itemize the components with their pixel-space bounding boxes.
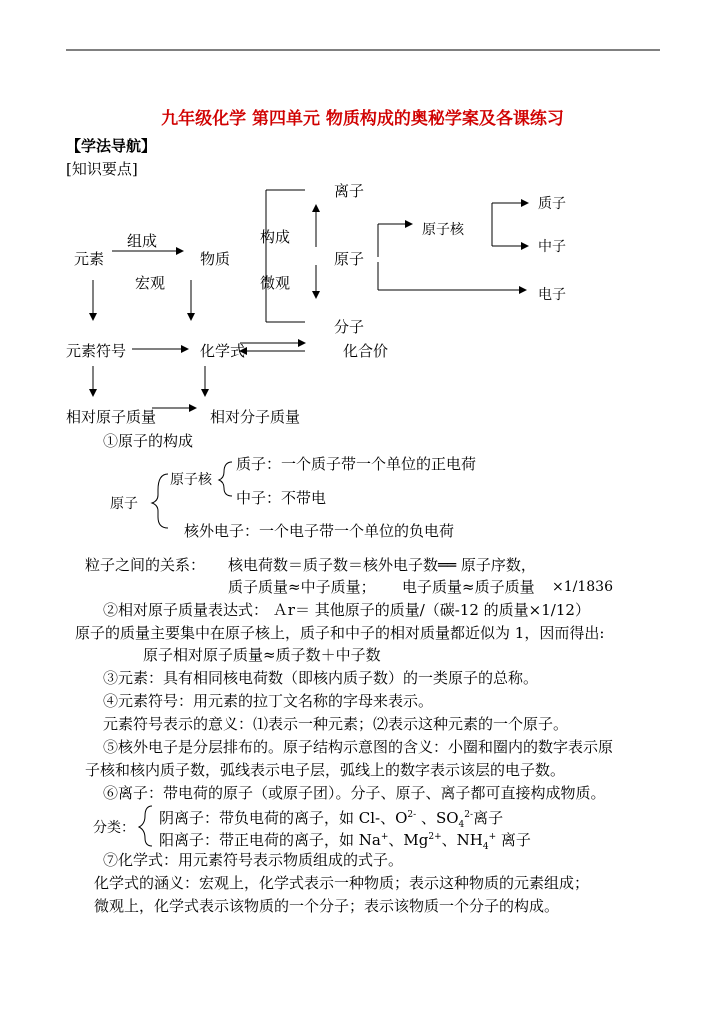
element-line4: ⑤核外电子是分层排布的。原子结构示意图的含义：小圈和圈内的数字表示原: [103, 738, 614, 756]
node-yuansu: 元素: [74, 250, 105, 268]
node-yuanzi: 原子: [334, 250, 365, 268]
structure-nucleus: 原子核: [170, 472, 212, 488]
node-yuansu-fuhao: 元素符号: [66, 342, 127, 360]
document-title: 九年级化学 第四单元 物质构成的奥秘学案及各课练习: [161, 109, 564, 129]
structure-electron: 核外电子：一个电子带一个单位的负电荷: [184, 522, 455, 540]
element-line2: ④元素符号：用元素的拉丁文名称的字母来表示。: [103, 692, 434, 710]
subheading: [知识要点]: [66, 160, 138, 178]
element-line3: 元素符号表示的意义：⑴表示一种元素；⑵表示这种元素的一个原子。: [103, 715, 569, 733]
label-goucheng: 构成: [260, 228, 291, 246]
relations-label: 粒子之间的关系：: [85, 556, 206, 574]
relations-line2b: 电子质量≈质子质量: [402, 578, 535, 596]
element-line5: 子核和核内质子数，弧线表示电子层，弧线上的数字表示该层的电子数。: [85, 761, 566, 779]
structure-proton: 质子：一个质子带一个单位的正电荷: [236, 455, 477, 473]
element-line1: ③元素：具有相同核电荷数（即核内质子数）的一类原子的总称。: [103, 669, 539, 687]
ion-brace: [139, 806, 152, 846]
relations-line2a: 质子质量≈中子质量；: [228, 578, 376, 596]
node-lizi: 离子: [334, 182, 365, 200]
node-huahejia: 化合价: [343, 342, 389, 360]
structure-atom: 原子: [110, 496, 138, 512]
relative-mass-line3: 原子相对原子质量≈质子数＋中子数: [143, 646, 381, 664]
ion-cation: 阳离子：带正电荷的离子，如 Na+、$Mg^{2+}$、$NH_4^+$ 离子: [159, 831, 531, 852]
node-fenzi: 分子: [334, 318, 365, 336]
ion-classify-label: 分类：: [93, 820, 135, 836]
nucleus-brace: [219, 462, 232, 496]
node-wuzhi: 物质: [200, 250, 231, 268]
node-dianzi: 电子: [538, 287, 566, 303]
node-zhizi: 质子: [538, 196, 566, 212]
relations-line2c: ×1/1836: [552, 579, 613, 595]
atom-brace: [152, 474, 168, 528]
formula-line2: 化学式的涵义：宏观上，化学式表示一种物质；表示这种物质的元素组成；: [94, 874, 590, 892]
structure-heading: ①原子的构成: [103, 432, 194, 450]
relative-mass-line1: ②相对原子质量表达式： Ａr＝ 其他原子的质量/（碳-12 的质量×1/12）: [103, 601, 590, 619]
node-yuanzihe: 原子核: [422, 222, 464, 238]
label-hongguan: 宏观: [135, 274, 166, 292]
node-zhongzi: 中子: [538, 239, 566, 255]
structure-neutron: 中子：不带电: [236, 489, 327, 507]
node-xiangdui-yuanzi: 相对原子质量: [66, 408, 157, 426]
formula-line3: 微观上，化学式表示该物质的一个分子；表示该物质一个分子的构成。: [94, 897, 560, 915]
relative-mass-line2: 原子的质量主要集中在原子核上，质子和中子的相对质量都近似为 1，因而得出:: [75, 624, 605, 642]
node-huaxueshi: 化学式: [200, 342, 246, 360]
relations-line1: 核电荷数＝质子数＝核外电子数══ 原子序数，: [228, 556, 536, 574]
label-zucheng: 组成: [127, 232, 158, 250]
section-heading: 【学法导航】: [66, 137, 157, 155]
ion-anion: 阴离子：带负电荷的离子，如 Cl-、$O^{2-}$ 、$SO_4^{2-}$离子: [159, 809, 504, 830]
ion-line1: ⑥离子：带电荷的原子（或原子团）。分子、原子、离子都可直接构成物质。: [103, 784, 606, 802]
label-weiguan: 微观: [260, 274, 291, 292]
formula-line1: ⑦化学式：用元素符号表示物质组成的式子。: [103, 851, 404, 869]
node-xiangdui-fenzi: 相对分子质量: [210, 408, 301, 426]
